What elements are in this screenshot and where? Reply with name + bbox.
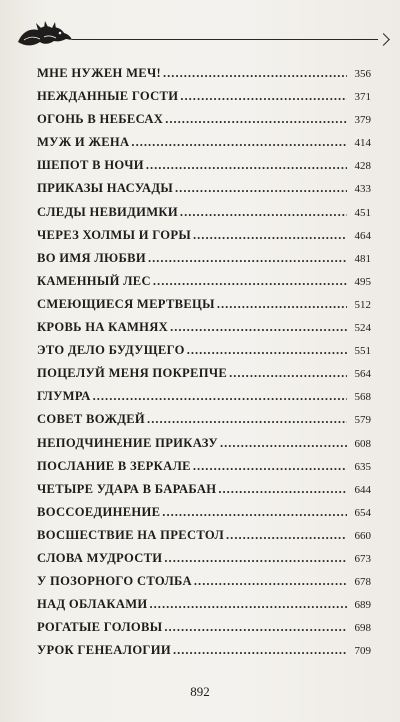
toc-entry-title: ПОСЛАНИЕ В ЗЕРКАЛЕ [37, 458, 191, 473]
toc-entry [37, 455, 371, 478]
toc-entry [37, 154, 371, 177]
toc-entry-title: ПОЦЕЛУЙ МЕНЯ ПОКРЕПЧЕ [37, 366, 228, 381]
toc-entry-page: 428 [354, 160, 371, 173]
toc-entry-title: КРОВЬ НА КАМНЯХ [37, 320, 169, 335]
toc-entry [37, 177, 371, 200]
toc-entry-page: 371 [354, 91, 371, 104]
toc-entry-page: 635 [354, 460, 371, 473]
dot-leader [147, 408, 347, 431]
toc-entry [37, 339, 371, 362]
toc-entry-title: ЧЕТЫРЕ УДАРА В БАРАБАН [37, 481, 217, 496]
toc-entry-page: 678 [354, 576, 371, 589]
dot-leader [153, 270, 347, 293]
toc-entry-title: ВОСШЕСТВИЕ НА ПРЕСТОЛ [37, 527, 225, 542]
toc-entry-title: КАМЕННЫЙ ЛЕС [37, 273, 151, 288]
dot-leader [146, 154, 347, 177]
toc-entry-page: 433 [354, 183, 371, 196]
dot-leader [164, 547, 347, 570]
toc-entry-title: УРОК ГЕНЕАЛОГИИ [37, 643, 171, 658]
toc-entry-title: СЛОВА МУДРОСТИ [37, 550, 163, 565]
toc-entry [37, 570, 371, 593]
toc-entry-page: 568 [354, 391, 371, 404]
dot-leader [180, 201, 347, 224]
toc-entry-page: 379 [354, 114, 371, 127]
header-rule [72, 39, 378, 40]
dot-leader [163, 62, 347, 85]
toc-entry-title: МНЕ НУЖЕН МЕЧ! [37, 66, 161, 80]
toc-entry-page: 495 [354, 275, 371, 288]
toc-entry-page: 512 [354, 298, 371, 311]
toc-entry [37, 478, 371, 501]
toc-entry-page: 451 [354, 206, 371, 219]
dot-leader [220, 432, 347, 455]
toc-entry [37, 131, 371, 154]
toc-entry-page: 414 [354, 137, 371, 150]
dot-leader [173, 639, 347, 662]
toc-entry-title: ШЕПОТ В НОЧИ [37, 158, 144, 173]
toc-entry-title: ГЛУМРА [37, 389, 91, 404]
dot-leader [170, 316, 347, 339]
toc-entry [37, 224, 371, 247]
toc-entry-title: У ПОЗОРНОГО СТОЛБА [37, 574, 192, 589]
dragon-ornament-icon [14, 20, 74, 52]
toc-entry [37, 593, 371, 616]
dot-leader [193, 455, 347, 478]
toc-entry [37, 362, 371, 385]
toc-entry [37, 270, 371, 293]
dot-leader [194, 570, 347, 593]
toc-entry [37, 293, 371, 316]
dot-leader [164, 616, 347, 639]
toc-entry [37, 108, 371, 131]
toc-entry-title: ЭТО ДЕЛО БУДУЩЕГО [37, 343, 185, 358]
dot-leader [226, 524, 347, 547]
toc-entry-title: МУЖ И ЖЕНА [37, 135, 130, 150]
dot-leader [175, 177, 347, 200]
toc-entry-page: 608 [354, 437, 371, 450]
page-number: 892 [190, 684, 210, 699]
toc-entry-page: 689 [354, 599, 371, 612]
dot-leader [131, 131, 347, 154]
toc-entry-page: 673 [354, 552, 371, 565]
toc-entry [37, 316, 371, 339]
dot-leader [165, 108, 347, 131]
toc-entry-title: НЕЖДАННЫЕ ГОСТИ [37, 89, 179, 104]
toc-entry-page: 464 [354, 229, 371, 242]
toc-entry [37, 616, 371, 639]
toc-entry-title: ОГОНЬ В НЕБЕСАХ [37, 112, 164, 127]
toc-entry-page: 356 [354, 68, 371, 80]
toc-entry [37, 62, 371, 85]
toc-entry-page: 481 [354, 252, 371, 265]
toc-entry-title: ВОССОЕДИНЕНИЕ [37, 504, 161, 519]
table-of-contents [37, 62, 371, 662]
dot-leader [217, 293, 347, 316]
toc-entry-page: 551 [354, 345, 371, 358]
dot-leader [93, 385, 347, 408]
toc-entry-page: 709 [354, 645, 371, 658]
dot-leader [150, 593, 348, 616]
toc-entry-page: 654 [354, 506, 371, 519]
toc-entry-title: ПРИКАЗЫ НАСУАДЫ [37, 181, 174, 196]
toc-entry [37, 201, 371, 224]
dot-leader [193, 224, 347, 247]
toc-entry-title: РОГАТЫЕ ГОЛОВЫ [37, 620, 163, 635]
toc-entry-title: ВО ИМЯ ЛЮБВИ [37, 250, 146, 265]
toc-entry-page: 524 [354, 322, 371, 335]
toc-entry-page: 660 [354, 529, 371, 542]
toc-entry [37, 639, 371, 662]
toc-entry [37, 385, 371, 408]
dot-leader [162, 501, 347, 524]
toc-entry-title: СМЕЮЩИЕСЯ МЕРТВЕЦЫ [37, 296, 215, 311]
toc-entry-title: ЧЕРЕЗ ХОЛМЫ И ГОРЫ [37, 227, 191, 242]
dot-leader [148, 247, 347, 270]
dot-leader [229, 362, 347, 385]
dot-leader [180, 85, 347, 108]
page-header [14, 20, 386, 50]
toc-entry-title: НАД ОБЛАКАМИ [37, 597, 148, 612]
toc-entry-page: 644 [354, 483, 371, 496]
toc-entry [37, 501, 371, 524]
toc-entry-title: СОВЕТ ВОЖДЕЙ [37, 412, 146, 427]
dot-leader [187, 339, 347, 362]
toc-entry-page: 564 [354, 368, 371, 381]
toc-entry-title: НЕПОДЧИНЕНИЕ ПРИКАЗУ [37, 435, 218, 450]
toc-entry [37, 524, 371, 547]
toc-entry [37, 85, 371, 108]
toc-entry [37, 547, 371, 570]
toc-entry [37, 247, 371, 270]
toc-entry [37, 408, 371, 431]
toc-entry-page: 698 [354, 622, 371, 635]
toc-entry-title: СЛЕДЫ НЕВИДИМКИ [37, 204, 178, 219]
toc-entry [37, 432, 371, 455]
dot-leader [218, 478, 347, 501]
toc-entry-page: 579 [354, 414, 371, 427]
